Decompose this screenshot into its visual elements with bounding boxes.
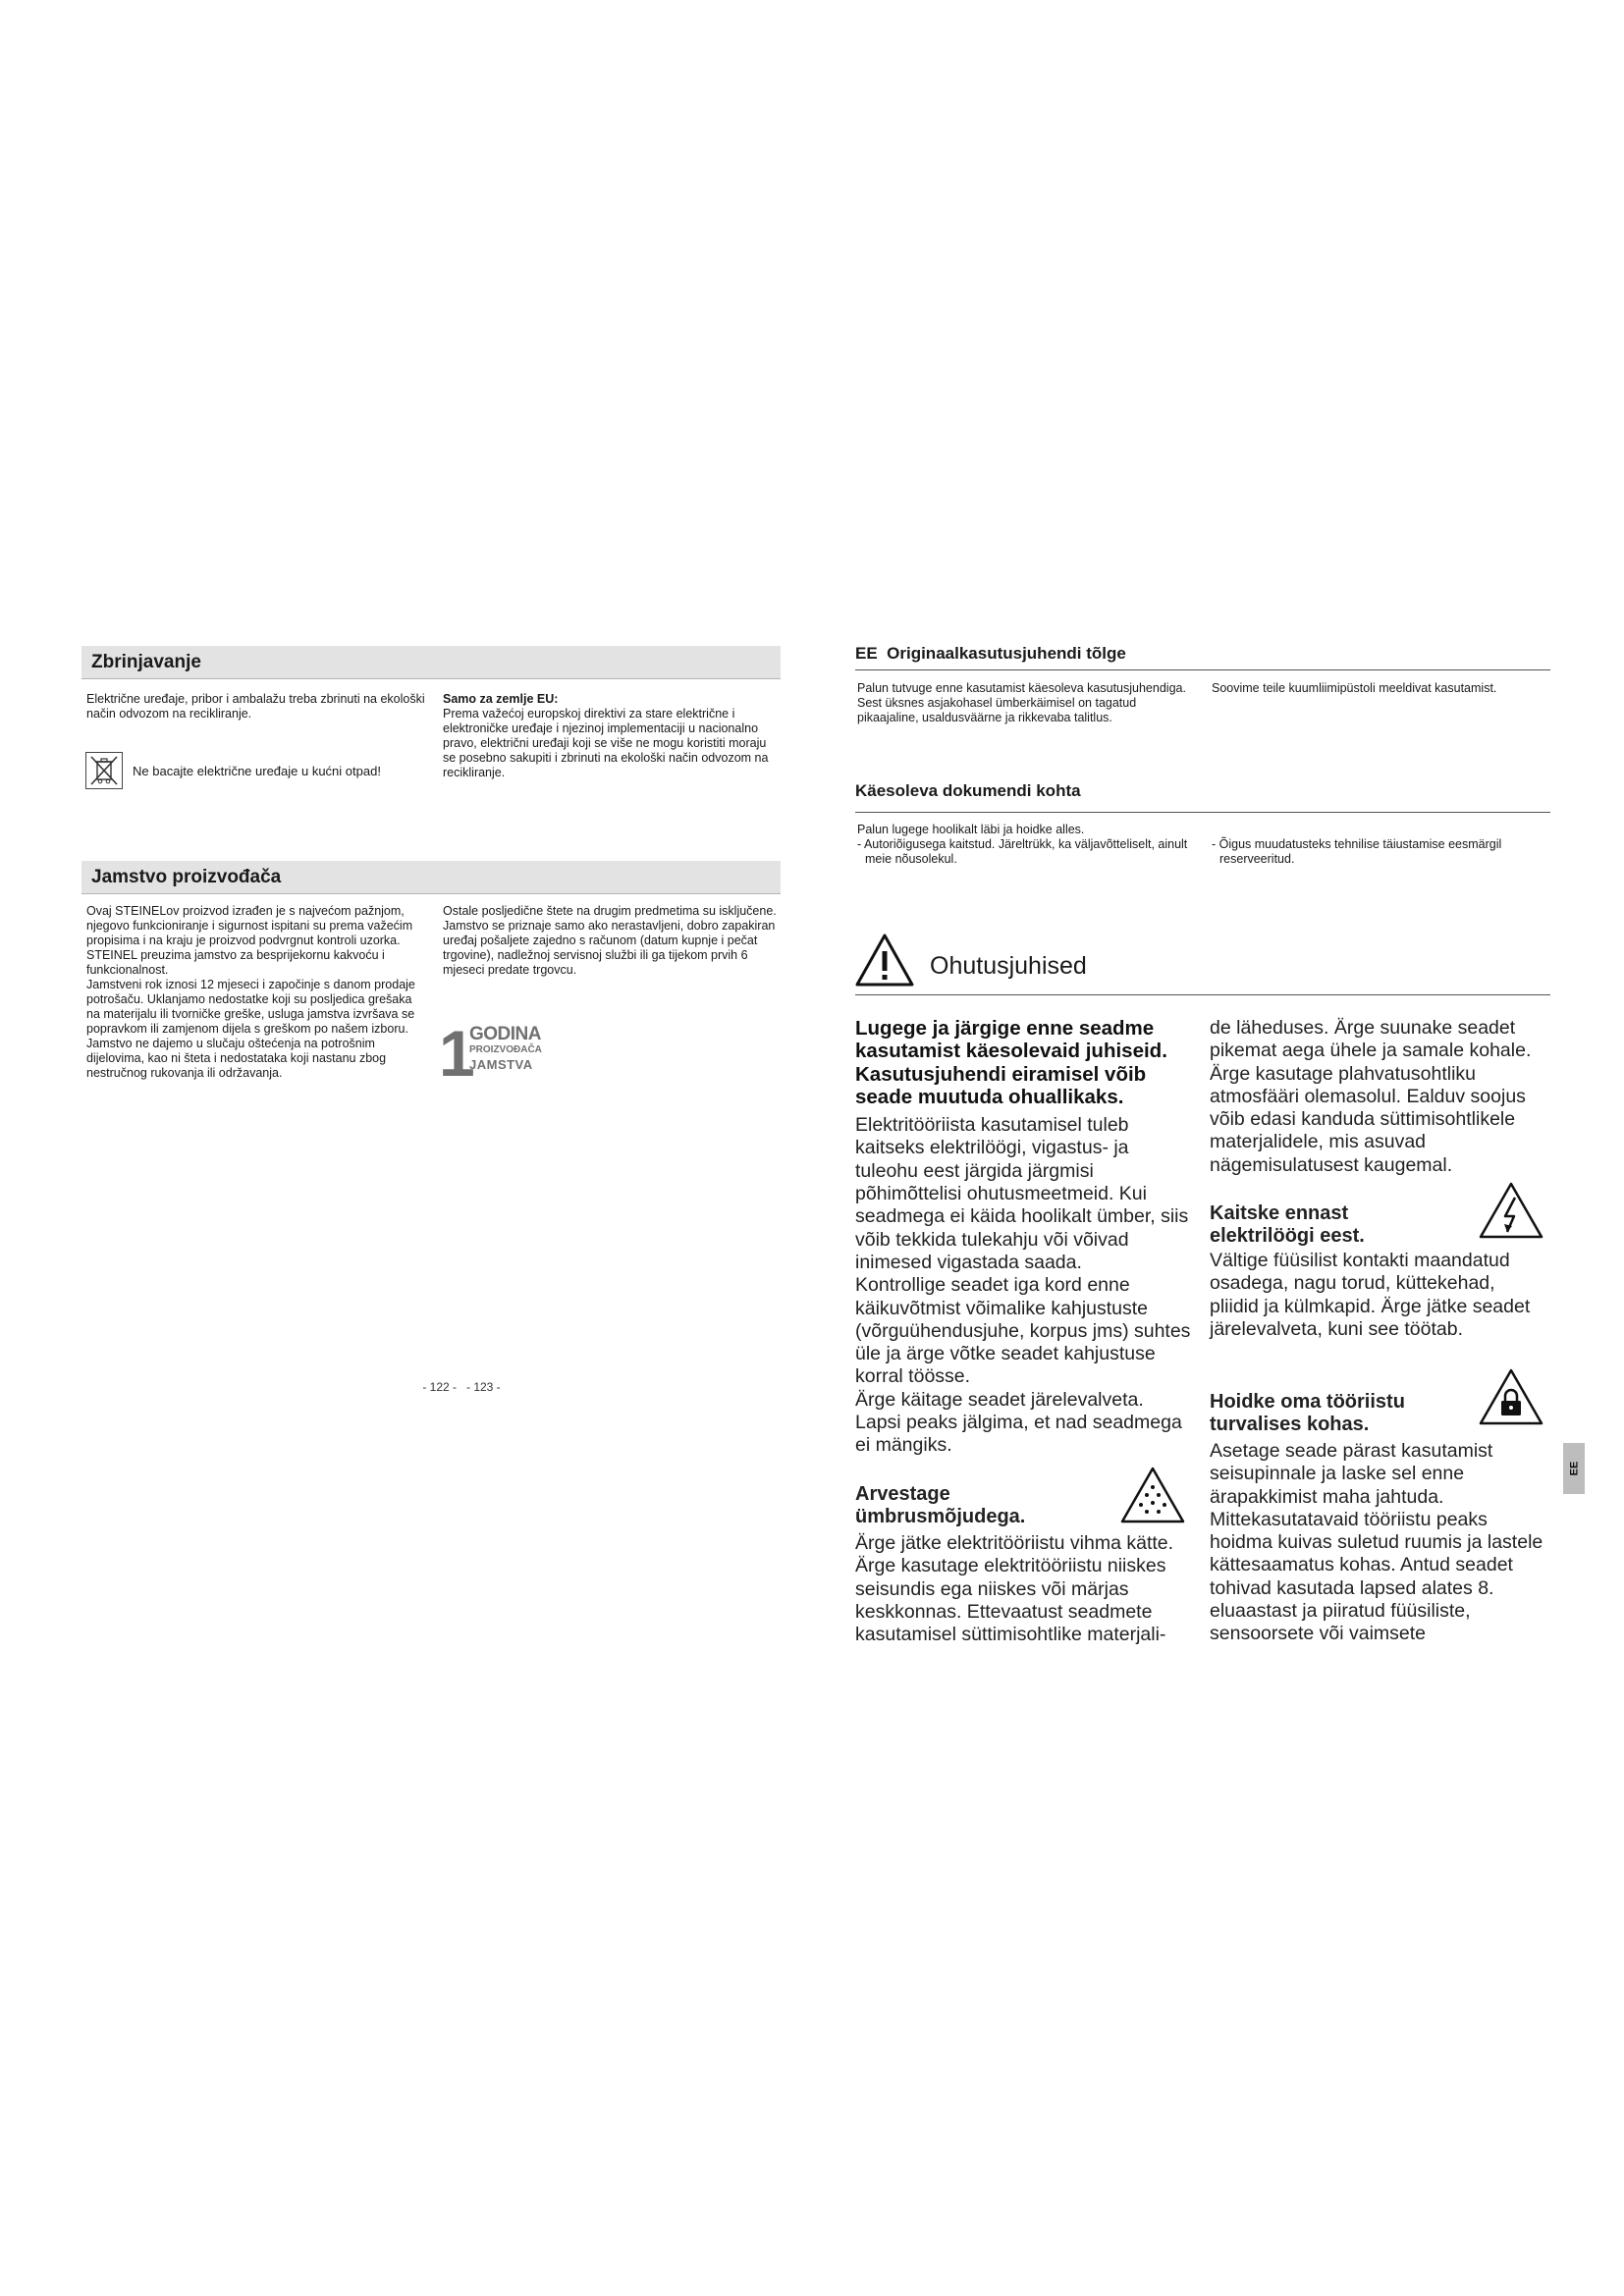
shock-text: Vältige füüsilist kontakti maandatud osadega, nagu torud, küttekehad, pliidid ja külmkapid. Ärge jätke seadet järelevalveta, kuni see töötab. xyxy=(1210,1250,1531,1340)
badge-number: 1 xyxy=(439,1017,472,1090)
warranty-para-4: Ostale posljedične štete na drugim predmetima su isključene. xyxy=(443,904,777,918)
disposal-section-title xyxy=(81,646,781,679)
env-text: Ärge jätke elektritööriistu vihma kätte. Ärge kasutage elektritööriistu niiskes seisundis ega niiskes või märjas keskkonnas. Ettevaatust seadmete kasutamisel süttimisohtlike materjali- xyxy=(855,1532,1174,1646)
language-side-tab xyxy=(1563,1443,1585,1494)
warranty-section-title xyxy=(81,861,781,894)
bin-caption: Ne bacajte električne uređaje u kućni otpad! xyxy=(133,764,381,778)
badge-line1: GODINA xyxy=(469,1024,541,1044)
lang-code: EE xyxy=(855,644,878,663)
shock-heading: Kaitske ennast elektrilöögi eest. xyxy=(1210,1202,1365,1247)
eu-heading: Samo za zemlje EU: xyxy=(443,692,559,706)
safety-para-1: Elektritööriista kasutamisel tuleb kaitseks elektrilöögi, vigastus- ja tuleohu eest järgida järgmisi põhimõttelisi ohutusmeetmeid. Kui seadmega ei käida hoolikalt ümber, siis võib tekkida tulekahju või võivad inimesed vigastada saada. xyxy=(855,1114,1189,1273)
env-block xyxy=(855,1483,1194,1646)
doc-bullet-2-wrap xyxy=(1212,837,1550,867)
col2-para-1: de läheduses. Ärge suunake seadet pikemat aega ühele ja samale kohale. Ärge kasutage plahvatusohtliku atmosfääri olemasolul. Ealduv soojus võib edasi kanduda süttimisohtlikele materjalidele, mis asuvad nägemisulatusest kaugemal. xyxy=(1210,1017,1532,1176)
side-tab-label: EE xyxy=(1568,1461,1580,1476)
page-numbers: - 122 - - 123 - xyxy=(422,1380,501,1394)
disposal-title-text: Zbrinjavanje xyxy=(91,651,201,672)
warning-triangle-icon xyxy=(854,933,915,992)
safety-para-3: Ärge käitage seadet järelevalveta. Lapsi peaks jälgima, et nad seadmega ei mängiks. xyxy=(855,1388,1182,1457)
intro-col1: Palun tutvuge enne kasutamist käesoleva kasutusjuhendiga. Sest üksnes asjakohasel ümberkäimisel on tagatud pikaajaline, usaldusväärne ja rikkevaba talitlus. xyxy=(857,681,1186,724)
intro-col2: Soovime teile kuumliimipüstoli meeldivat kasutamist. xyxy=(1212,681,1497,695)
shock-block xyxy=(1210,1202,1548,1341)
safety-title: Ohutusjuhised xyxy=(930,952,1087,980)
env-heading: Arvestage ümbrusmõjudega. xyxy=(855,1483,1026,1527)
doc-bullet-2: - Õigus muudatusteks tehnilise täiustamise eesmärgil reserveeritud. xyxy=(1212,837,1502,866)
doc-section-rule xyxy=(855,812,1550,813)
manual-header xyxy=(855,644,1126,664)
eu-text: Prema važećoj europskoj direktivi za stare električne i elektroničke uređaje i njezinoj implementaciji u nacionalno pravo, električni uređaji koji se više ne mogu koristiti moraju se posebno sakupiti i zbrinuti na ekološki način odvozom na recikliranje. xyxy=(443,707,769,779)
header-rule xyxy=(855,669,1550,670)
crossed-bin-icon xyxy=(85,752,123,789)
warranty-para-5: Jamstvo se priznaje samo ako nerastavljeni, dobro zapakiran uređaj pošaljete zajedno s računom (datum kupnje i pečat trgovine), nadležnoj servisnoj službi ili ga tijekom prvih 6 mjeseci predate trgovcu. xyxy=(443,919,776,977)
storage-heading: Hoidke oma tööriistu turvalises kohas. xyxy=(1210,1391,1405,1435)
safety-rule xyxy=(855,994,1550,995)
storage-text: Asetage seade pärast kasutamist seisupinnale ja laske sel enne ärapakkimist maha jahtuda. Mittekasutatavaid tööriistu peaks hoidma kuivas suletud ruumis ja lastele kättesaamatus kohas. Antud seadet tohivad kasutada lapsed alates 8. eluaastast ja piiratud füüsiliste, sensoorsete või vaimsete xyxy=(1210,1440,1543,1645)
disposal-col1 xyxy=(86,692,425,721)
warranty-para-2: STEINEL preuzima jamstvo za besprijekornu kakvoću i funkcionalnost. xyxy=(86,948,385,977)
warranty-col2 xyxy=(443,904,782,978)
badge-line3: JAMSTVA xyxy=(469,1057,533,1072)
doc-section-title: Käesoleva dokumendi kohta xyxy=(855,781,1081,800)
doc-section-text: Palun lugege hoolikalt läbi ja hoidke alles. xyxy=(857,823,1085,836)
badge-line2: PROIZVOĐAČA xyxy=(469,1044,542,1055)
disposal-text: Električne uređaje, pribor i ambalažu treba zbrinuti na ekološki način odvozom na recikliranje. xyxy=(86,692,425,721)
storage-block xyxy=(1210,1391,1548,1646)
safety-col2-top xyxy=(1210,1017,1548,1177)
warranty-para-1: Ovaj STEINELov proizvod izrađen je s najvećom pažnjom, njegovo funkcioniranje i sigurnost ispitani su prema važećim propisima i na kraju je proizvod podvrgnut kontroli uzorka. xyxy=(86,904,413,947)
safety-col1 xyxy=(855,1017,1194,1458)
warranty-para-3: Jamstveni rok iznosi 12 mjeseci i započinje s danom prodaje potrošaču. Uklanjamo nedostatke koji su posljedica grešaka na materijalu ili tvorničke greške, usluga jamstva izvršava se popravkom ili zamjenom dijela s greškom po našem izboru. Jamstvo ne dajemo u slučaju oštećenja na potrošnim dijelovima, kao ni šteta i nedostataka koji nastanu zbog nestručnog rukovanja ili održavanja. xyxy=(86,978,415,1080)
doc-bullet-1: - Autoriõigusega kaitstud. Järeltrükk, ka väljavõtteliselt, ainult meie nõusolekul. xyxy=(857,837,1188,866)
warranty-col1 xyxy=(86,904,425,1081)
manual-header-title: Originaalkasutusjuhendi tõlge xyxy=(887,644,1126,663)
warranty-title-text: Jamstvo proizvođača xyxy=(91,866,282,887)
safety-para-2: Kontrollige seadet iga kord enne käikuvõtmist võimalike kahjustuste (võrguühendusjuhe, korpus jms) suhtes üle ja ärge võtke seadet kahjustuse korral töösse. xyxy=(855,1274,1191,1388)
disposal-col2 xyxy=(443,692,782,780)
doc-section-body xyxy=(857,823,1196,867)
safety-bold-intro: Lugege ja järgige enne seadme kasutamist käesolevaid juhiseid. Kasutusjuhendi eiramisel võib seade muutuda ohuallikaks. xyxy=(855,1017,1167,1108)
